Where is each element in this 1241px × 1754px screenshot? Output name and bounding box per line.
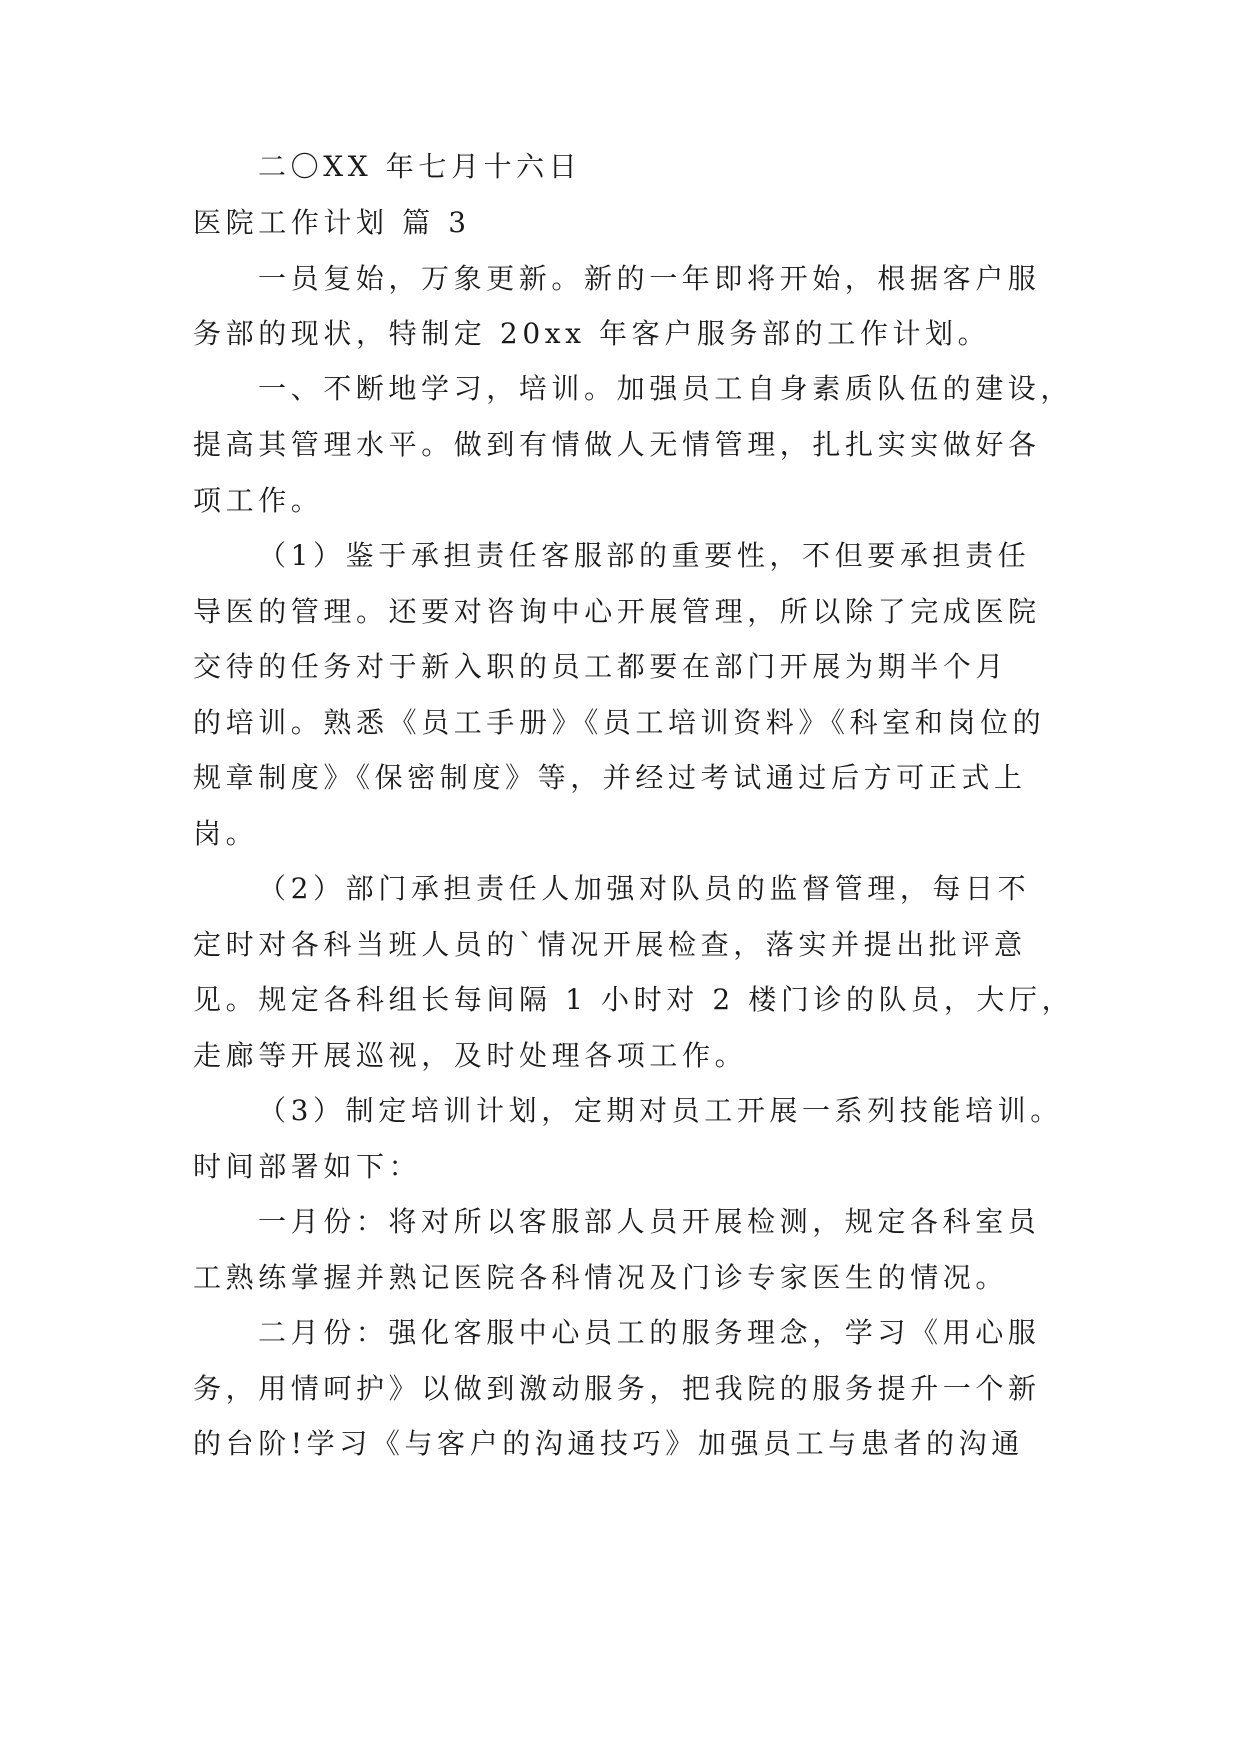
text-line: 导医的管理。还要对咨询中心开展管理，所以除了完成医院 xyxy=(193,595,1041,628)
text-line: 交待的任务对于新入职的员工都要在部门开展为期半个月 xyxy=(193,650,1009,683)
text-line: 见。规定各科组长每间隔 1 小时对 2 楼门诊的队员，大厅， xyxy=(193,983,1075,1016)
text-line: 时间部署如下： xyxy=(193,1150,422,1183)
text-line: 务部的现状，特制定 20xx 年客户服务部的工作计划。 xyxy=(193,317,991,350)
text-line: 的台阶!学习《与客户的沟通技巧》加强员工与患者的沟通 xyxy=(193,1427,1024,1460)
text-line: 走廊等开展巡视，及时处理各项工作。 xyxy=(193,1039,748,1072)
text-line: 的培训。熟悉《员工手册》《员工培训资料》《科室和岗位的 xyxy=(193,706,1046,739)
text-line: 一员复始，万象更新。新的一年即将开始，根据客户服 xyxy=(258,262,1041,295)
text-line: （1）鉴于承担责任客服部的重要性，不但要承担责任 xyxy=(258,539,1031,572)
section-title: 医院工作计划 篇 3 xyxy=(193,206,471,239)
text-line: 岗。 xyxy=(193,817,259,850)
text-line: （2）部门承担责任人加强对队员的监督管理，每日不 xyxy=(258,872,1031,905)
text-line: 一月份：将对所以客服部人员开展检测，规定各科室员 xyxy=(258,1205,1041,1238)
text-line: 定时对各科当班人员的`情况开展检查，落实并提出批评意 xyxy=(193,928,1027,961)
text-line: （3）制定培训计划，定期对员工开展一系列技能培训。 xyxy=(258,1094,1063,1127)
date-line: 二〇XX 年七月十六日 xyxy=(258,150,582,183)
text-line: 工熟练掌握并熟记医院各科情况及门诊专家医生的情况。 xyxy=(193,1261,1009,1294)
text-line: 提高其管理水平。做到有情做人无情管理，扎扎实实做好各 xyxy=(193,428,1041,461)
text-line: 规章制度》《保密制度》等，并经过考试通过后方可正式上 xyxy=(193,761,1027,794)
text-line: 一、不断地学习，培训。加强员工自身素质队伍的建设， xyxy=(258,372,1074,405)
text-line: 项工作。 xyxy=(193,484,324,517)
text-line: 务，用情呵护》以做到激动服务，把我院的服务提升一个新 xyxy=(193,1372,1041,1405)
text-line: 二月份：强化客服中心员工的服务理念，学习《用心服 xyxy=(258,1316,1041,1349)
